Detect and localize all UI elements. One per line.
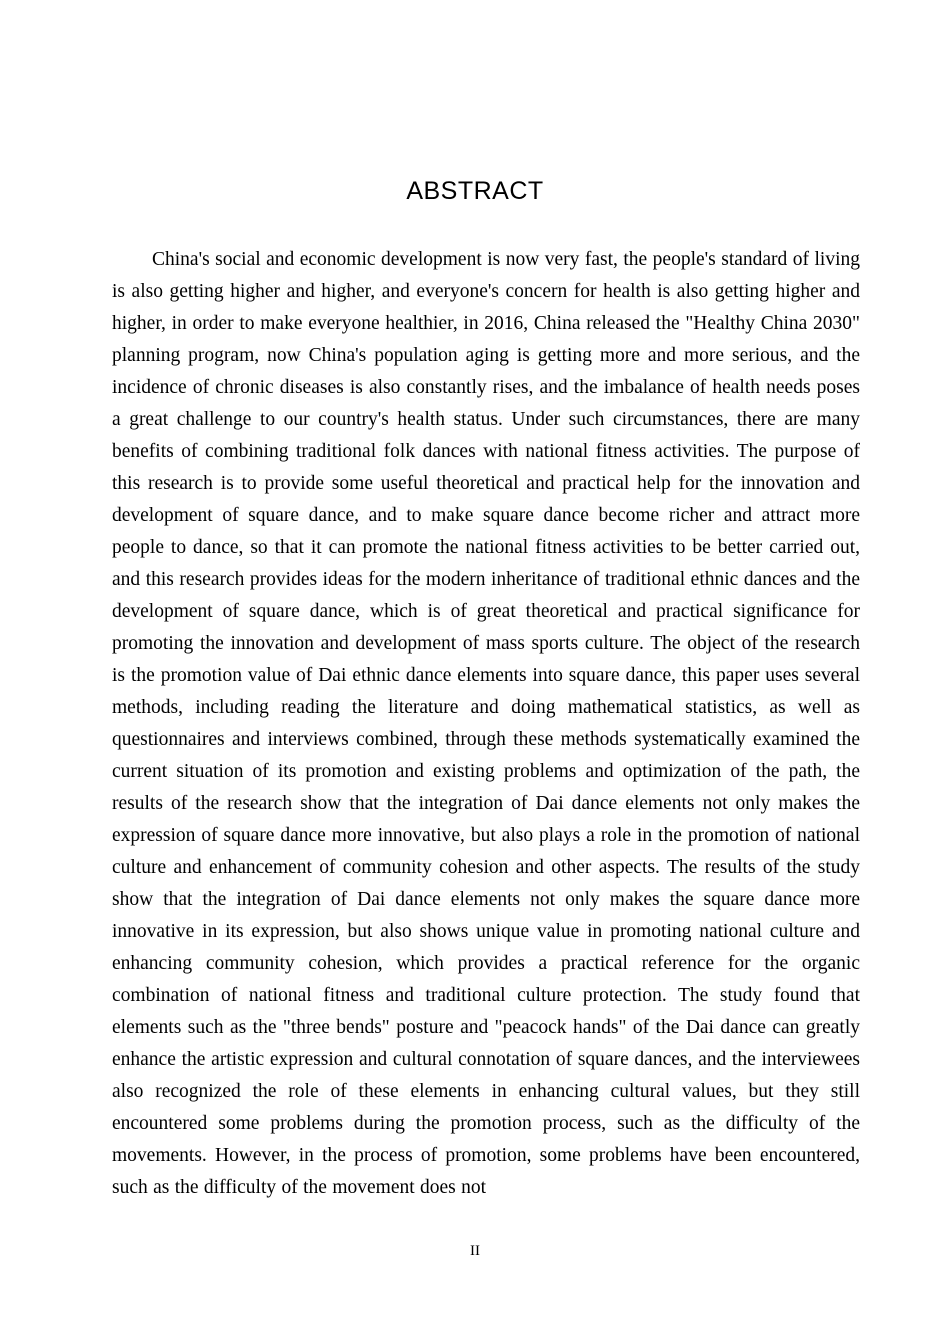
page-title: ABSTRACT: [406, 177, 544, 205]
abstract-paragraph: China's social and economic development is now very fast, the people's standard of living is also getting higher and higher, and everyone's concern for health is also getting higher and higher, in order to make everyone healthier, in 2016, China released the "Healthy China 2030" planning program, now China's population aging is getting more and more serious, and the incidence of chronic diseases is also constantly rises, and the imbalance of health needs poses a great challenge to our country's health status. Under such circumstances, there are many benefits of combining traditional folk dances with national fitness activities. The purpose of this research is to provide some useful theoretical and practical help for the innovation and development of square dance, and to make square dance become richer and attract more people to dance, so that it can promote the national fitness activities to be better carried out, and this research provides ideas for the modern inheritance of traditional ethnic dances and the development of square dance, which is of great theoretical and practical significance for promoting the innovation and development of mass sports culture. The object of the research is the promotion value of Dai ethnic dance elements into square dance, this paper uses several methods, including reading the literature and doing mathematical statistics, as well as questionnaires and interviews combined, through these methods systematically examined the current situation of its promotion and existing problems and optimization of the path, the results of the research show that the integration of Dai dance elements not only makes the expression of square dance more innovative, but also plays a role in the promotion of national culture and enhancement of community cohesion and other aspects. The results of the study show that the integration of Dai dance elements not only makes the square dance more innovative in its expression, but also shows unique value in promoting national culture and enhancing community cohesion, which provides a practical reference for the organic combination of national fitness and traditional culture protection. The study found that elements such as the "three bends" posture and "peacock hands" of the Dai dance can greatly enhance the artistic expression and cultural connotation of square dances, and the interviewees also recognized the role of these elements in enhancing cultural values, but they still encountered some problems during the promotion process, such as the difficulty of the movements. However, in the process of promotion, some problems have been encountered, such as the difficulty of the movement does not: [112, 249, 860, 1198]
abstract-body: [0, 244, 950, 1204]
page-number: II: [470, 1243, 480, 1259]
